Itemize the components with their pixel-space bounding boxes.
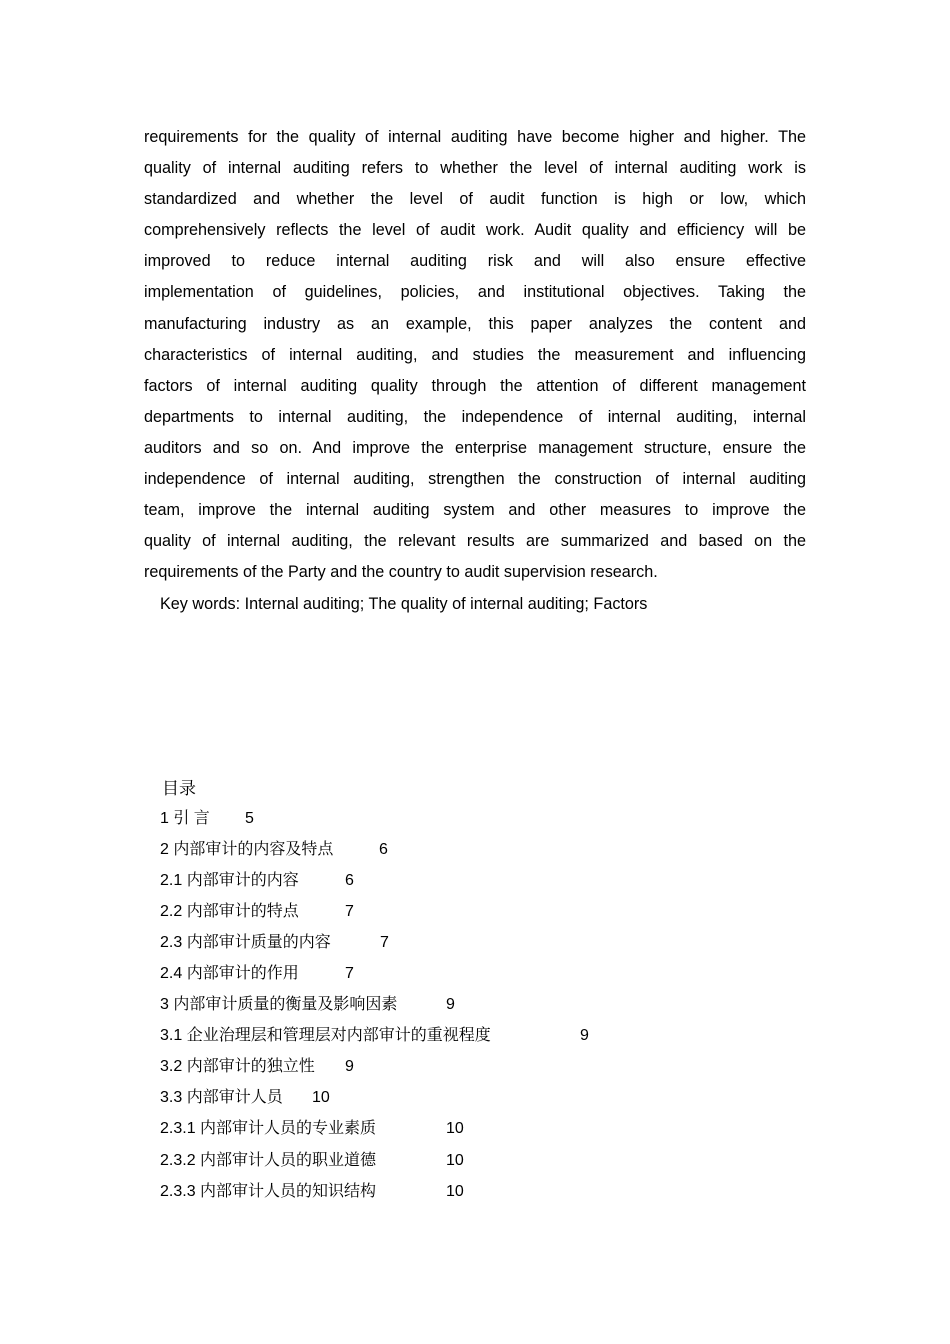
toc-entry-page: 7 — [380, 934, 389, 952]
abstract-line: independence of internal auditing, strengthen the construction of internal auditing — [144, 470, 806, 489]
toc-entry-page: 5 — [245, 810, 254, 827]
toc-entry[interactable] — [160, 834, 660, 865]
toc-entry[interactable] — [160, 896, 660, 927]
abstract-line: implementation of guidelines, policies, and institutional objectives. Taking the — [144, 283, 806, 302]
toc-entry-label: 2.3.3 内部审计人员的知识结构 — [160, 1182, 377, 1200]
toc-title: 目录 — [162, 779, 196, 799]
keywords-line: Key words: Internal auditing; The quality of internal auditing; Factors — [160, 595, 648, 613]
toc-entry-page: 9 — [446, 996, 455, 1014]
abstract-line: standardized and whether the level of audit function is high or low, which — [144, 190, 806, 209]
toc-entry-label: 2.3 内部审计质量的内容 — [160, 934, 331, 952]
toc-entry-page: 10 — [312, 1089, 330, 1107]
toc-entry-page: 10 — [446, 1120, 464, 1138]
toc-entry[interactable] — [160, 1051, 660, 1082]
abstract-line: auditors and so on. And improve the enterprise management structure, ensure the — [144, 438, 806, 457]
toc-entry-page: 7 — [345, 965, 354, 983]
toc-entry-page: 6 — [379, 841, 388, 859]
abstract-line: comprehensively reflects the level of audit work. Audit quality and efficiency will be — [144, 221, 806, 240]
abstract-line: requirements for the quality of internal auditing have become higher and higher. The — [144, 128, 806, 146]
toc-entry-label: 3.2 内部审计的独立性 — [160, 1058, 315, 1076]
abstract-line: departments to internal auditing, the independence of internal auditing, internal — [144, 407, 806, 426]
toc-entry[interactable] — [160, 1082, 660, 1113]
toc-entry-page: 10 — [446, 1151, 464, 1169]
toc-entry[interactable] — [160, 1020, 660, 1051]
toc-entry-label: 3.3 内部审计人员 — [160, 1089, 283, 1107]
abstract-line: quality of internal auditing refers to whether the level of internal auditing work is — [144, 159, 806, 178]
toc-entry[interactable] — [160, 927, 660, 958]
toc-entry[interactable] — [160, 803, 660, 834]
toc-entry-page: 6 — [345, 872, 354, 890]
toc-entry[interactable] — [160, 958, 660, 989]
toc-entry-page: 7 — [345, 903, 354, 921]
toc-entry[interactable] — [160, 1113, 660, 1144]
toc-entry[interactable] — [160, 1145, 660, 1176]
toc-entry-label: 2.1 内部审计的内容 — [160, 872, 299, 890]
toc-entry-label: 2.3.2 内部审计人员的职业道德 — [160, 1151, 377, 1169]
toc-entry[interactable] — [160, 1176, 660, 1207]
toc-entry-label: 1 引 言 — [160, 810, 210, 827]
abstract-line: requirements of the Party and the country to audit supervision research. — [144, 563, 658, 582]
abstract-line: quality of internal auditing, the relevant results are summarized and based on the — [144, 532, 806, 551]
abstract-line: improved to reduce internal auditing risk and will also ensure effective — [144, 252, 806, 271]
toc-entry-page: 9 — [580, 1027, 589, 1045]
abstract-line: characteristics of internal auditing, and studies the measurement and influencing — [144, 345, 806, 364]
toc-entry[interactable] — [160, 989, 660, 1020]
toc-entry-label: 2.4 内部审计的作用 — [160, 965, 299, 983]
table-of-contents — [160, 803, 660, 1207]
abstract-line: manufacturing industry as an example, this paper analyzes the content and — [144, 314, 806, 333]
toc-entry-label: 2.3.1 内部审计人员的专业素质 — [160, 1120, 377, 1138]
toc-entry-label: 3 内部审计质量的衡量及影响因素 — [160, 996, 398, 1014]
abstract-line: team, improve the internal auditing system and other measures to improve the — [144, 501, 806, 520]
abstract-body — [144, 122, 806, 588]
abstract-line: factors of internal auditing quality through the attention of different management — [144, 376, 806, 395]
toc-entry-label: 3.1 企业治理层和管理层对内部审计的重视程度 — [160, 1027, 491, 1045]
toc-entry-label: 2 内部审计的内容及特点 — [160, 841, 334, 859]
toc-entry-page: 9 — [345, 1058, 354, 1076]
toc-entry-label: 2.2 内部审计的特点 — [160, 903, 299, 921]
toc-entry-page: 10 — [446, 1182, 464, 1200]
toc-entry[interactable] — [160, 865, 660, 896]
